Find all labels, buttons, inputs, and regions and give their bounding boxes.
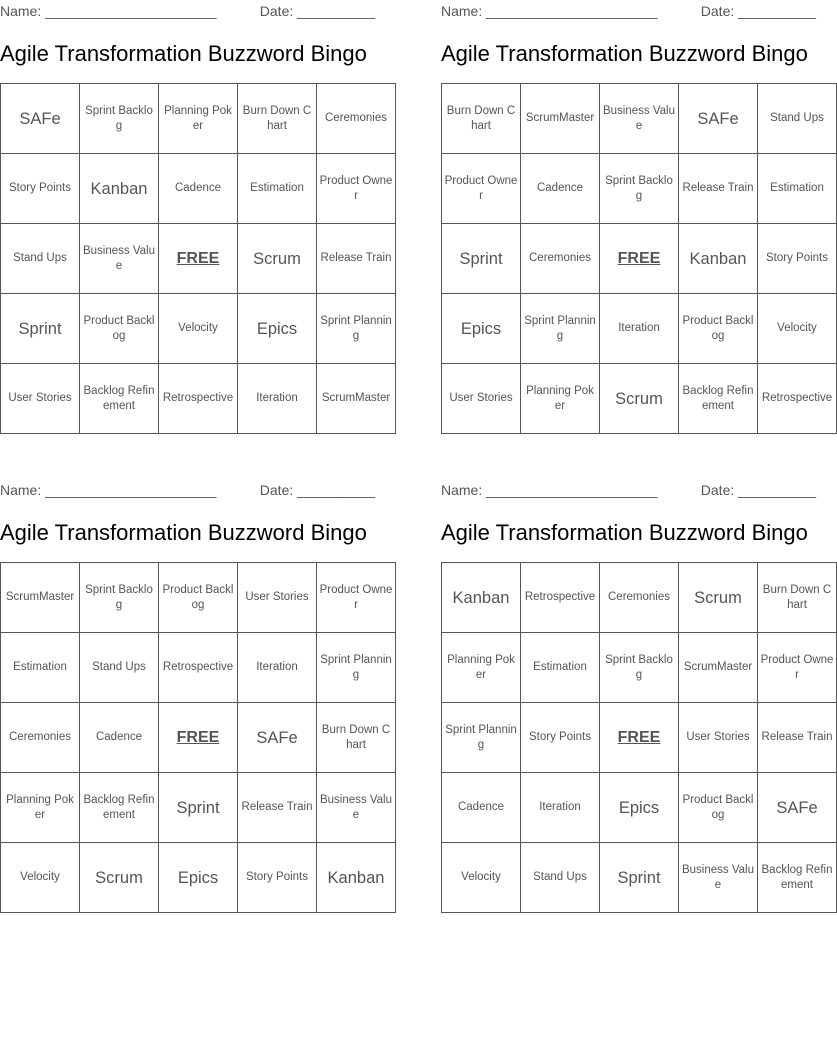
grid-row [1,84,396,154]
bingo-cell: SAFe [758,773,837,843]
bingo-cell: Epics [600,773,679,843]
bingo-cell: Retrospective [159,633,238,703]
bingo-cell: Iteration [238,364,317,434]
date-field-label: Date: __________ [700,482,816,498]
bingo-card-2 [441,0,833,440]
bingo-card-1 [0,0,393,440]
bingo-cell: Business Value [600,84,679,154]
grid-row [442,773,837,843]
bingo-cell: Kanban [317,843,396,913]
bingo-cell: Backlog Refinement [758,843,837,913]
name-field-label: Name: ______________________ [441,482,658,498]
bingo-cell: Scrum [600,364,679,434]
bingo-cell: Sprint [159,773,238,843]
card-title: Agile Transformation Buzzword Bingo [441,520,808,545]
bingo-cell: Product Backlog [159,563,238,633]
grid-row [442,224,837,294]
bingo-cell: Planning Poker [1,773,80,843]
card-title: Agile Transformation Buzzword Bingo [0,520,367,545]
bingo-cell: Stand Ups [521,843,600,913]
name-field-label: Name: ______________________ [0,482,217,498]
bingo-cell: SAFe [1,84,80,154]
bingo-cell: Cadence [80,703,159,773]
bingo-cell: Scrum [679,563,758,633]
bingo-cell: User Stories [679,703,758,773]
free-space-cell: FREE [159,224,238,294]
grid-row [1,364,396,434]
grid-row [1,563,396,633]
bingo-cell: Ceremonies [317,84,396,154]
bingo-cell: Stand Ups [758,84,837,154]
bingo-cell: Story Points [758,224,837,294]
bingo-cell: Business Value [679,843,758,913]
date-field-label: Date: __________ [700,3,816,19]
bingo-cell: Story Points [521,703,600,773]
card-header [0,0,375,22]
bingo-cell: Ceremonies [521,224,600,294]
bingo-cell: Backlog Refinement [679,364,758,434]
bingo-cell: Epics [238,294,317,364]
bingo-grid [441,83,837,434]
bingo-cell: Product Owner [442,154,521,224]
bingo-cell: Product Backlog [80,294,159,364]
bingo-cell: Planning Poker [521,364,600,434]
bingo-cell: Sprint Backlog [80,84,159,154]
bingo-cell: Sprint [600,843,679,913]
bingo-cell: Product Owner [317,563,396,633]
grid-row [442,364,837,434]
grid-row [1,633,396,703]
bingo-cell: Business Value [80,224,159,294]
bingo-cell: Retrospective [159,364,238,434]
bingo-cell: Sprint Planning [442,703,521,773]
bingo-cell: Epics [159,843,238,913]
bingo-cell: ScrumMaster [317,364,396,434]
grid-row [1,773,396,843]
bingo-cell: Retrospective [521,563,600,633]
date-field-label: Date: __________ [259,3,375,19]
bingo-cell: Sprint Backlog [600,633,679,703]
bingo-cell: Backlog Refinement [80,773,159,843]
bingo-cell: Release Train [317,224,396,294]
bingo-cell: Sprint Planning [521,294,600,364]
bingo-cell: Backlog Refinement [80,364,159,434]
bingo-cell: Stand Ups [1,224,80,294]
bingo-cell: Cadence [521,154,600,224]
bingo-cell: Product Backlog [679,294,758,364]
bingo-cell: Cadence [442,773,521,843]
bingo-cell: Velocity [1,843,80,913]
bingo-cell: Stand Ups [80,633,159,703]
card-header [441,0,816,22]
bingo-cell: Release Train [238,773,317,843]
grid-row [442,563,837,633]
free-space-cell: FREE [159,703,238,773]
bingo-cell: ScrumMaster [521,84,600,154]
bingo-cell: Estimation [758,154,837,224]
bingo-cell: Release Train [758,703,837,773]
bingo-cell: Sprint [1,294,80,364]
bingo-cell: User Stories [442,364,521,434]
free-space-cell: FREE [600,703,679,773]
bingo-cell: Estimation [1,633,80,703]
bingo-cell: Scrum [80,843,159,913]
bingo-cell: Scrum [238,224,317,294]
grid-row [442,84,837,154]
bingo-cell: Planning Poker [442,633,521,703]
bingo-cell: Burn Down Chart [442,84,521,154]
bingo-cell: ScrumMaster [679,633,758,703]
bingo-cell: Product Owner [758,633,837,703]
free-space-cell: FREE [600,224,679,294]
bingo-cell: Velocity [758,294,837,364]
grid-row [442,633,837,703]
bingo-cell: Iteration [600,294,679,364]
bingo-grid [0,562,396,913]
bingo-cell: Velocity [159,294,238,364]
bingo-cell: Sprint [442,224,521,294]
bingo-cell: Story Points [1,154,80,224]
bingo-cell: Burn Down Chart [238,84,317,154]
bingo-cell: Release Train [679,154,758,224]
bingo-cell: Iteration [521,773,600,843]
bingo-cell: Sprint Planning [317,294,396,364]
bingo-cell: User Stories [238,563,317,633]
grid-row [1,703,396,773]
date-field-label: Date: __________ [259,482,375,498]
bingo-cell: Cadence [159,154,238,224]
grid-row [442,294,837,364]
bingo-cell: SAFe [238,703,317,773]
bingo-card-3 [0,479,393,919]
bingo-cell: Story Points [238,843,317,913]
bingo-cell: Retrospective [758,364,837,434]
bingo-cell: Ceremonies [1,703,80,773]
bingo-grid [441,562,837,913]
bingo-cell: Epics [442,294,521,364]
bingo-cell: Kanban [80,154,159,224]
card-header [441,479,816,501]
grid-row [442,154,837,224]
grid-row [1,294,396,364]
bingo-cell: ScrumMaster [1,563,80,633]
bingo-cell: Iteration [238,633,317,703]
bingo-cell: Ceremonies [600,563,679,633]
card-title: Agile Transformation Buzzword Bingo [0,41,367,66]
grid-row [1,154,396,224]
bingo-cell: Business Value [317,773,396,843]
bingo-cell: Velocity [442,843,521,913]
bingo-cell: Sprint Backlog [600,154,679,224]
bingo-grid [0,83,396,434]
name-field-label: Name: ______________________ [0,3,217,19]
bingo-cell: Estimation [238,154,317,224]
grid-row [1,843,396,913]
grid-row [442,843,837,913]
bingo-cell: Product Backlog [679,773,758,843]
bingo-cell: Planning Poker [159,84,238,154]
card-header [0,479,375,501]
bingo-card-4 [441,479,834,919]
bingo-cell: Sprint Planning [317,633,396,703]
bingo-cell: Burn Down Chart [758,563,837,633]
bingo-cell: Estimation [521,633,600,703]
bingo-cell: Product Owner [317,154,396,224]
bingo-cell: Kanban [442,563,521,633]
grid-row [442,703,837,773]
bingo-cell: SAFe [679,84,758,154]
bingo-cell: Burn Down Chart [317,703,396,773]
name-field-label: Name: ______________________ [441,3,658,19]
bingo-cell: Sprint Backlog [80,563,159,633]
bingo-cell: User Stories [1,364,80,434]
grid-row [1,224,396,294]
card-title: Agile Transformation Buzzword Bingo [441,41,808,66]
bingo-cell: Kanban [679,224,758,294]
